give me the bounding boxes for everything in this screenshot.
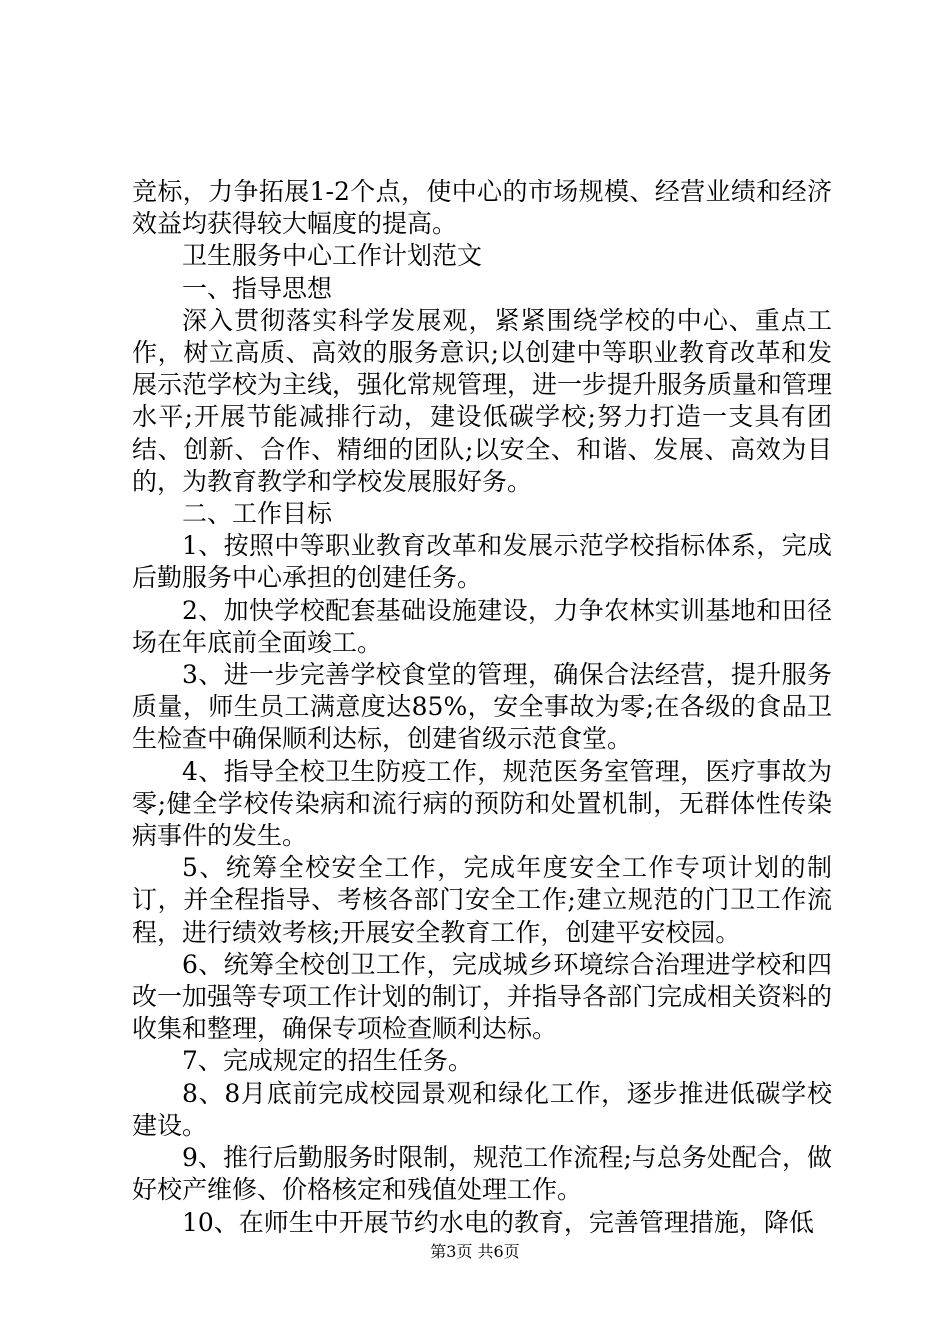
section-heading-title: 卫生服务中心工作计划范文 [182, 241, 483, 271]
section-heading-work-goals: 二、工作目标 [182, 499, 333, 529]
list-item-goal-8: 8、8月底前完成校园景观和绿化工作，逐步推进低碳学校建设。 [132, 1078, 832, 1140]
paragraph-guiding-ideology: 深入贯彻落实科学发展观，紧紧围绕学校的中心、重点工作，树立高质、高效的服务意识;以创建中等职业教育改革和发展示范学校为主线，强化常规管理，进一步提升服务质量和管理水平;开展节能减排行动，建设低碳学校;努力打造一支具有团结、创新、合作、精细的团队;以安全、和谐、发展、高效为目的，为教育教学和学校发展服好务。 [132, 305, 833, 496]
list-item-goal-3: 3、进一步完善学校食堂的管理，确保合法经营，提升服务质量，师生员工满意度达85%，安全事故为零;在各级的食品卫生检查中确保顺利达标，创建省级示范食堂。 [132, 660, 832, 754]
document-body [132, 176, 832, 1239]
section-heading-guiding-ideology: 一、指导思想 [182, 273, 333, 303]
list-item-goal-1: 1、按照中等职业教育改革和发展示范学校指标体系，完成后勤服务中心承担的创建任务。 [132, 531, 832, 593]
list-item-goal-10: 10、在师生中开展节约水电的教育，完善管理措施，降低 [182, 1207, 814, 1237]
page-number-footer: 第3页 共6页 [430, 1242, 520, 1261]
list-item-goal-2: 2、加快学校配套基础设施建设，力争农林实训基地和田径场在年底前全面竣工。 [132, 595, 832, 657]
list-item-goal-4: 4、指导全校卫生防疫工作，规范医务室管理，医疗事故为零;健全学校传染病和流行病的预防和处置机制，无群体性传染病事件的发生。 [132, 756, 832, 851]
list-item-goal-6: 6、统筹全校创卫工作，完成城乡环境综合治理进学校和四改一加强等专项工作计划的制订，并指导各部门完成相关资料的收集和整理，确保专项检查顺利达标。 [132, 949, 833, 1044]
paragraph-continuation: 竞标，力争拓展1-2个点，使中心的市场规模、经营业绩和经济效益均获得较大幅度的提高。 [132, 177, 832, 239]
list-item-goal-9: 9、推行后勤服务时限制，规范工作流程;与总务处配合，做好校产维修、价格核定和残值处理工作。 [132, 1143, 832, 1205]
list-item-goal-7: 7、完成规定的招生任务。 [182, 1046, 473, 1076]
list-item-goal-5: 5、统筹全校安全工作，完成年度安全工作专项计划的制订，并全程指导、考核各部门安全工作;建立规范的门卫工作流程，进行绩效考核;开展安全教育工作，创建平安校园。 [132, 853, 832, 947]
